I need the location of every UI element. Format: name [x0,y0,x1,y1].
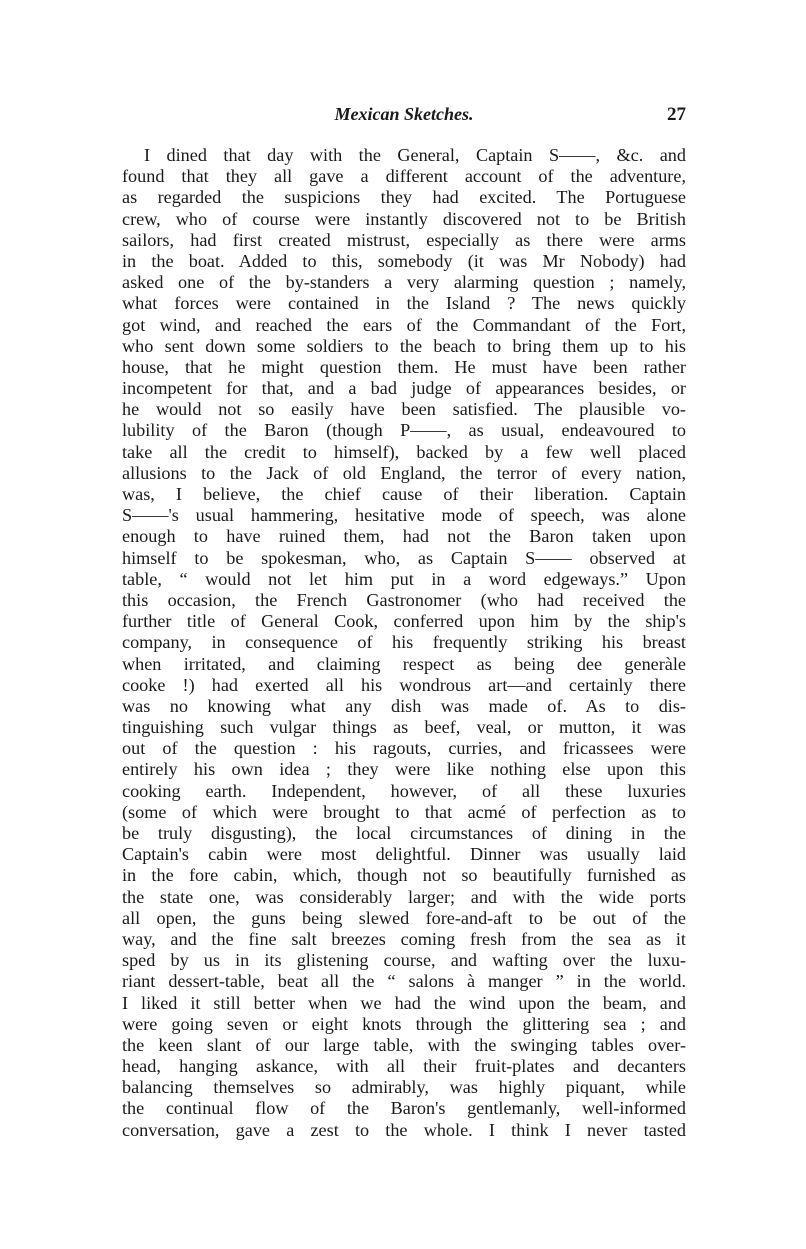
text-line: this occasion, the French Gastronomer (who had received the [122,589,686,610]
running-title: Mexican Sketches. [334,104,474,124]
text-line: allusions to the Jack of old England, the terror of every nation, [122,462,686,483]
text-line: in the fore cabin, which, though not so beautifully furnished as [122,865,686,886]
text-line: table, “ would not let him put in a word edgeways.” Upon [122,568,686,589]
text-line: as regarded the suspicions they had excited. The Portuguese [122,187,686,208]
text-line: cooke !) had exerted all his wondrous art—and certainly there [122,674,686,695]
text-line: riant dessert-table, beat all the “ salons à manger ” in the world. [122,971,686,992]
text-line: found that they all gave a different account of the adventure, [122,166,686,187]
text-line: enough to have ruined them, had not the Baron taken upon [122,526,686,547]
text-line: head, hanging askance, with all their fruit-plates and decanters [122,1056,686,1077]
text-line: (some of which were brought to that acmé of perfection as to [122,801,686,822]
text-line: sped by us in its glistening course, and wafting over the luxu- [122,950,686,971]
text-line: lubility of the Baron (though P——, as usual, endeavoured to [122,420,686,441]
text-line: all open, the guns being slewed fore-and-aft to be out of the [122,907,686,928]
text-line: I dined that day with the General, Captain S——, &c. and [144,145,686,165]
text-line: tinguishing such vulgar things as beef, veal, or mutton, it was [122,717,686,738]
text-line: he would not so easily have been satisfied. The plausible vo- [122,399,686,420]
text-line: Captain's cabin were most delightful. Dinner was usually laid [122,844,686,865]
text-line: what forces were contained in the Island ? The news quickly [122,293,686,314]
text-line: conversation, gave a zest to the whole. I think I never tasted [122,1119,686,1140]
text-line: the keen slant of our large table, with the swinging tables over- [122,1034,686,1055]
text-line: further title of General Cook, conferred upon him by the ship's [122,611,686,632]
text-line: be truly disgusting), the local circumstances of dining in the [122,823,686,843]
text-line: crew, who of course were instantly discovered not to be British [122,208,686,229]
text-line: asked one of the by-standers a very alarming question ; namely, [122,272,686,293]
text-line: entirely his own idea ; they were like nothing else upon this [122,759,686,780]
text-line: who sent down some soldiers to the beach to bring them up to his [122,335,686,356]
text-line: take all the credit to himself), backed by a few well placed [122,441,686,462]
text-line: the state one, was considerably larger; and with the wide ports [122,886,686,907]
text-line: incompetent for that, and a bad judge of appearances besides, or [122,378,686,399]
text-line: himself to be spokesman, who, as Captain S—— observed at [122,547,686,568]
text-line: cooking earth. Independent, however, of all these luxuries [122,780,686,801]
text-line: in the boat. Added to this, somebody (it was Mr Nobody) had [122,250,686,271]
text-line: I liked it still better when we had the wind upon the beam, and [122,992,686,1013]
text-line: was no knowing what any dish was made of. As to dis- [122,695,686,716]
text-line: out of the question : his ragouts, curries, and fricassees were [122,738,686,759]
page-number: 27 [667,104,686,125]
text-line: way, and the fine salt breezes coming fresh from the sea as it [122,928,686,949]
page-header [122,104,686,128]
text-line: S——'s usual hammering, hesitative mode of speech, was alone [122,505,686,526]
text-line: were going seven or eight knots through the glittering sea ; and [122,1013,686,1034]
text-line: balancing themselves so admirably, was highly piquant, while [122,1077,686,1098]
text-line: got wind, and reached the ears of the Commandant of the Fort, [122,314,686,335]
text-line: when irritated, and claiming respect as being dee generàle [122,653,686,674]
text-line: sailors, had first created mistrust, especially as there were arms [122,229,686,250]
text-line: was, I believe, the chief cause of their liberation. Captain [122,484,686,504]
text-line: house, that he might question them. He must have been rather [122,356,686,377]
text-line: the continual flow of the Baron's gentlemanly, well-informed [122,1098,686,1119]
body-text [122,145,686,1141]
text-line: company, in consequence of his frequently striking his breast [122,632,686,653]
